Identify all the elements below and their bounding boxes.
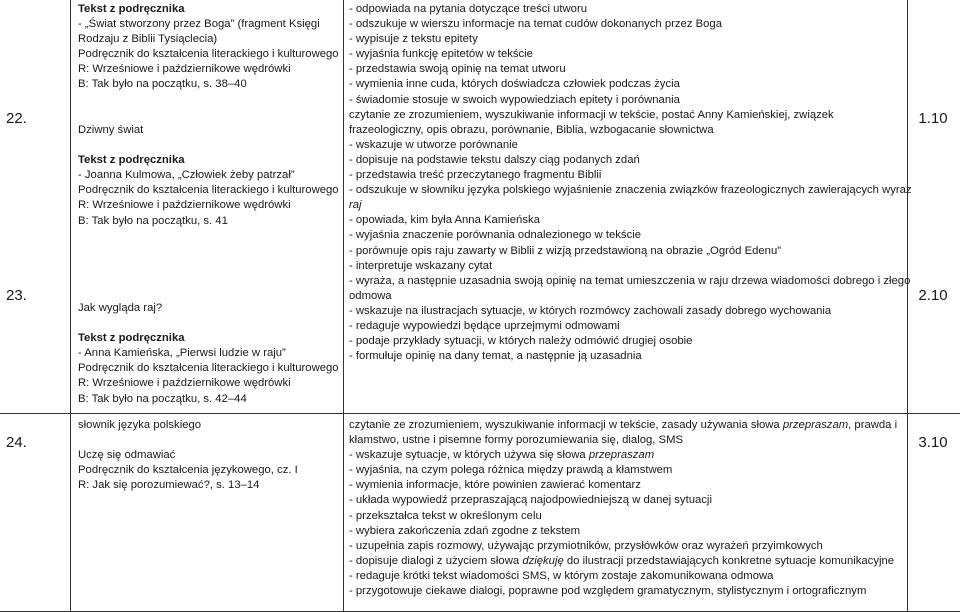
outcome-line: - odpowiada na pytania dotyczące treści utworu: [349, 3, 587, 15]
material-heading: Tekst z podręcznika: [78, 332, 185, 345]
material-line: Podręcznik do kształcenia literackiego i kulturowego: [78, 362, 339, 375]
outcome-line: - wybiera zakończenia zdań zgodne z tekstem: [349, 524, 581, 537]
outcome-line: - układa wypowiedź przepraszającą najodpowiedniejszą w danej sytuacji: [349, 494, 712, 507]
materials-cell: [78, 123, 339, 229]
lesson-number: 22.: [6, 110, 27, 127]
outcome-line: - uzupełnia zapis rozmowy, używając przymiotników, przysłówków oraz wyrażeń przyimkowych: [349, 539, 823, 552]
material-heading: Tekst z podręcznika: [78, 154, 185, 167]
material-line: B: Tak było na początku, s. 42–44: [78, 392, 247, 405]
material-line: - Anna Kamieńska, „Pierwsi ludzie w raju”: [78, 347, 286, 360]
outcome-line: - przedstawia treść przeczytanego fragmentu Biblii: [349, 169, 602, 182]
outcome-line: - wyjaśnia funkcję epitetów w tekście: [349, 48, 533, 61]
lesson-number: 23.: [6, 287, 27, 304]
material-line: R: Wrześniowe i październikowe wędrówki: [78, 377, 291, 390]
column-divider: [343, 0, 344, 612]
material-line: - „Świat stworzony przez Boga” (fragment Księgi: [78, 18, 320, 31]
lesson-topic: Dziwny świat: [78, 124, 144, 136]
outcome-line: kłamstwo, ustne i pisemne formy porozumiewania się, dialog, SMS: [349, 434, 684, 447]
outcome-line: czytanie ze zrozumieniem, wyszukiwanie informacji w tekście, zasady używania słowa przepraszam, prawda i: [349, 419, 898, 431]
outcome-italic-word: raj: [349, 199, 362, 212]
material-line: R: Wrześniowe i październikowe wędrówki: [78, 199, 291, 212]
outcome-line: frazeologiczny, opis obrazu, porównanie, Biblia, wzbogacanie słownictwa: [349, 123, 714, 136]
material-line: słownik języka polskiego: [78, 419, 202, 431]
lesson-date: 2.10: [918, 287, 948, 304]
outcome-line: - dopisuje dialogi z użyciem słowa dziękuję do ilustracji przedstawiających konkretne sytuacje komunikacyjne: [349, 554, 895, 567]
outcome-line: - wypisuje z tekstu epitety: [349, 33, 478, 46]
outcome-line: - przedstawia swoją opinię na temat utworu: [349, 63, 566, 76]
material-line: Podręcznik do kształcenia literackiego i kulturowego: [78, 184, 339, 197]
lesson-topic: Uczę się odmawiać: [78, 449, 176, 462]
lesson-date: 1.10: [918, 110, 948, 127]
material-line: - Joanna Kulmowa, „Człowiek żeby patrzał”: [78, 169, 295, 182]
outcome-line: - wyjaśnia znaczenie porównania odnalezionego w tekście: [349, 229, 642, 242]
materials-cell: [78, 301, 339, 407]
outcome-line: - przygotowuje ciekawe dialogi, poprawne pod względem gramatycznym, stylistycznym i ortograficznym: [349, 585, 867, 598]
outcome-line: - porównuje opis raju zawarty w Biblii z wizją przedstawioną na obrazie „Ogród Edenu”: [349, 244, 781, 257]
outcome-line: - świadomie stosuje w swoich wypowiedziach epitety i porównania: [349, 93, 680, 106]
material-line: B: Tak było na początku, s. 41: [78, 214, 228, 227]
outcome-line: - odszukuje w wierszu informacje na temat cudów dokonanych przez Boga: [349, 18, 722, 31]
lesson-date: 3.10: [918, 434, 948, 451]
material-line: Podręcznik do kształcenia literackiego i kulturowego: [78, 48, 339, 61]
material-heading: Tekst z podręcznika: [78, 3, 185, 15]
outcome-line: - wskazuje w utworze porównanie: [349, 138, 518, 151]
outcome-line: - opowiada, kim była Anna Kamieńska: [349, 214, 540, 227]
lesson-number: 24.: [6, 434, 27, 451]
material-line: Podręcznik do kształcenia językowego, cz. I: [78, 464, 298, 477]
outcome-line: - odszukuje w słowniku języka polskiego wyjaśnienie znaczenia związków frazeologicznych zawierających wyraz: [349, 184, 912, 197]
material-line: R: Wrześniowe i październikowe wędrówki: [78, 63, 291, 76]
materials-cell: [78, 2, 339, 93]
materials-cell: [78, 418, 298, 493]
row-divider: [0, 413, 960, 414]
outcome-line: - formułuje opinię na dany temat, a następnie ją uzasadnia: [349, 350, 642, 363]
outcome-line: - przekształca tekst w określonym celu: [349, 509, 542, 522]
outcome-line: - wskazuje sytuacje, w których używa się słowa przepraszam: [349, 449, 655, 462]
outcome-line: - dopisuje na podstawie tekstu dalszy ciąg podanych zdań: [349, 153, 640, 166]
outcome-line: - wskazuje na ilustracjach sytuacje, w których rozmówcy zachowali zasady dobrego wychowania: [349, 304, 832, 317]
outcomes-cell: [349, 418, 897, 599]
outcome-line: [349, 198, 912, 213]
lesson-topic: Jak wygląda raj?: [78, 302, 163, 314]
material-line: B: Tak było na początku, s. 38–40: [78, 78, 247, 91]
outcome-line: - wymienia informacje, które powinien zawierać komentarz: [349, 479, 641, 492]
outcomes-cell: [349, 2, 912, 364]
material-line: Rodzaju z Biblii Tysiąclecia): [78, 33, 218, 46]
outcome-line: - podaje przykłady sytuacji, w których należy odmówić drugiej osobie: [349, 335, 693, 348]
outcome-line: - wyraża, a następnie uzasadnia swoją opinię na temat umieszczenia w raju drzewa wiadomości dobrego i złego: [349, 274, 911, 287]
outcome-line: - redaguje wypowiedzi będące uprzejmymi odmowami: [349, 319, 620, 332]
outcome-line: - interpretuje wskazany cytat: [349, 259, 493, 272]
outcome-line: - redaguje krótki tekst wiadomości SMS, w którym zostaje zakomunikowana odmowa: [349, 569, 774, 582]
outcome-line: czytanie ze zrozumieniem, wyszukiwanie informacji w tekście, postać Anny Kamieńskiej, związek: [349, 108, 834, 121]
outcome-line: - wymienia inne cuda, których doświadcza człowiek podczas życia: [349, 78, 680, 91]
outcome-line: - wyjaśnia, na czym polega różnica między prawdą a kłamstwem: [349, 464, 673, 477]
material-line: R: Jak się porozumiewać?, s. 13–14: [78, 479, 260, 492]
column-divider: [70, 0, 71, 612]
outcome-line: odmowa: [349, 289, 392, 302]
